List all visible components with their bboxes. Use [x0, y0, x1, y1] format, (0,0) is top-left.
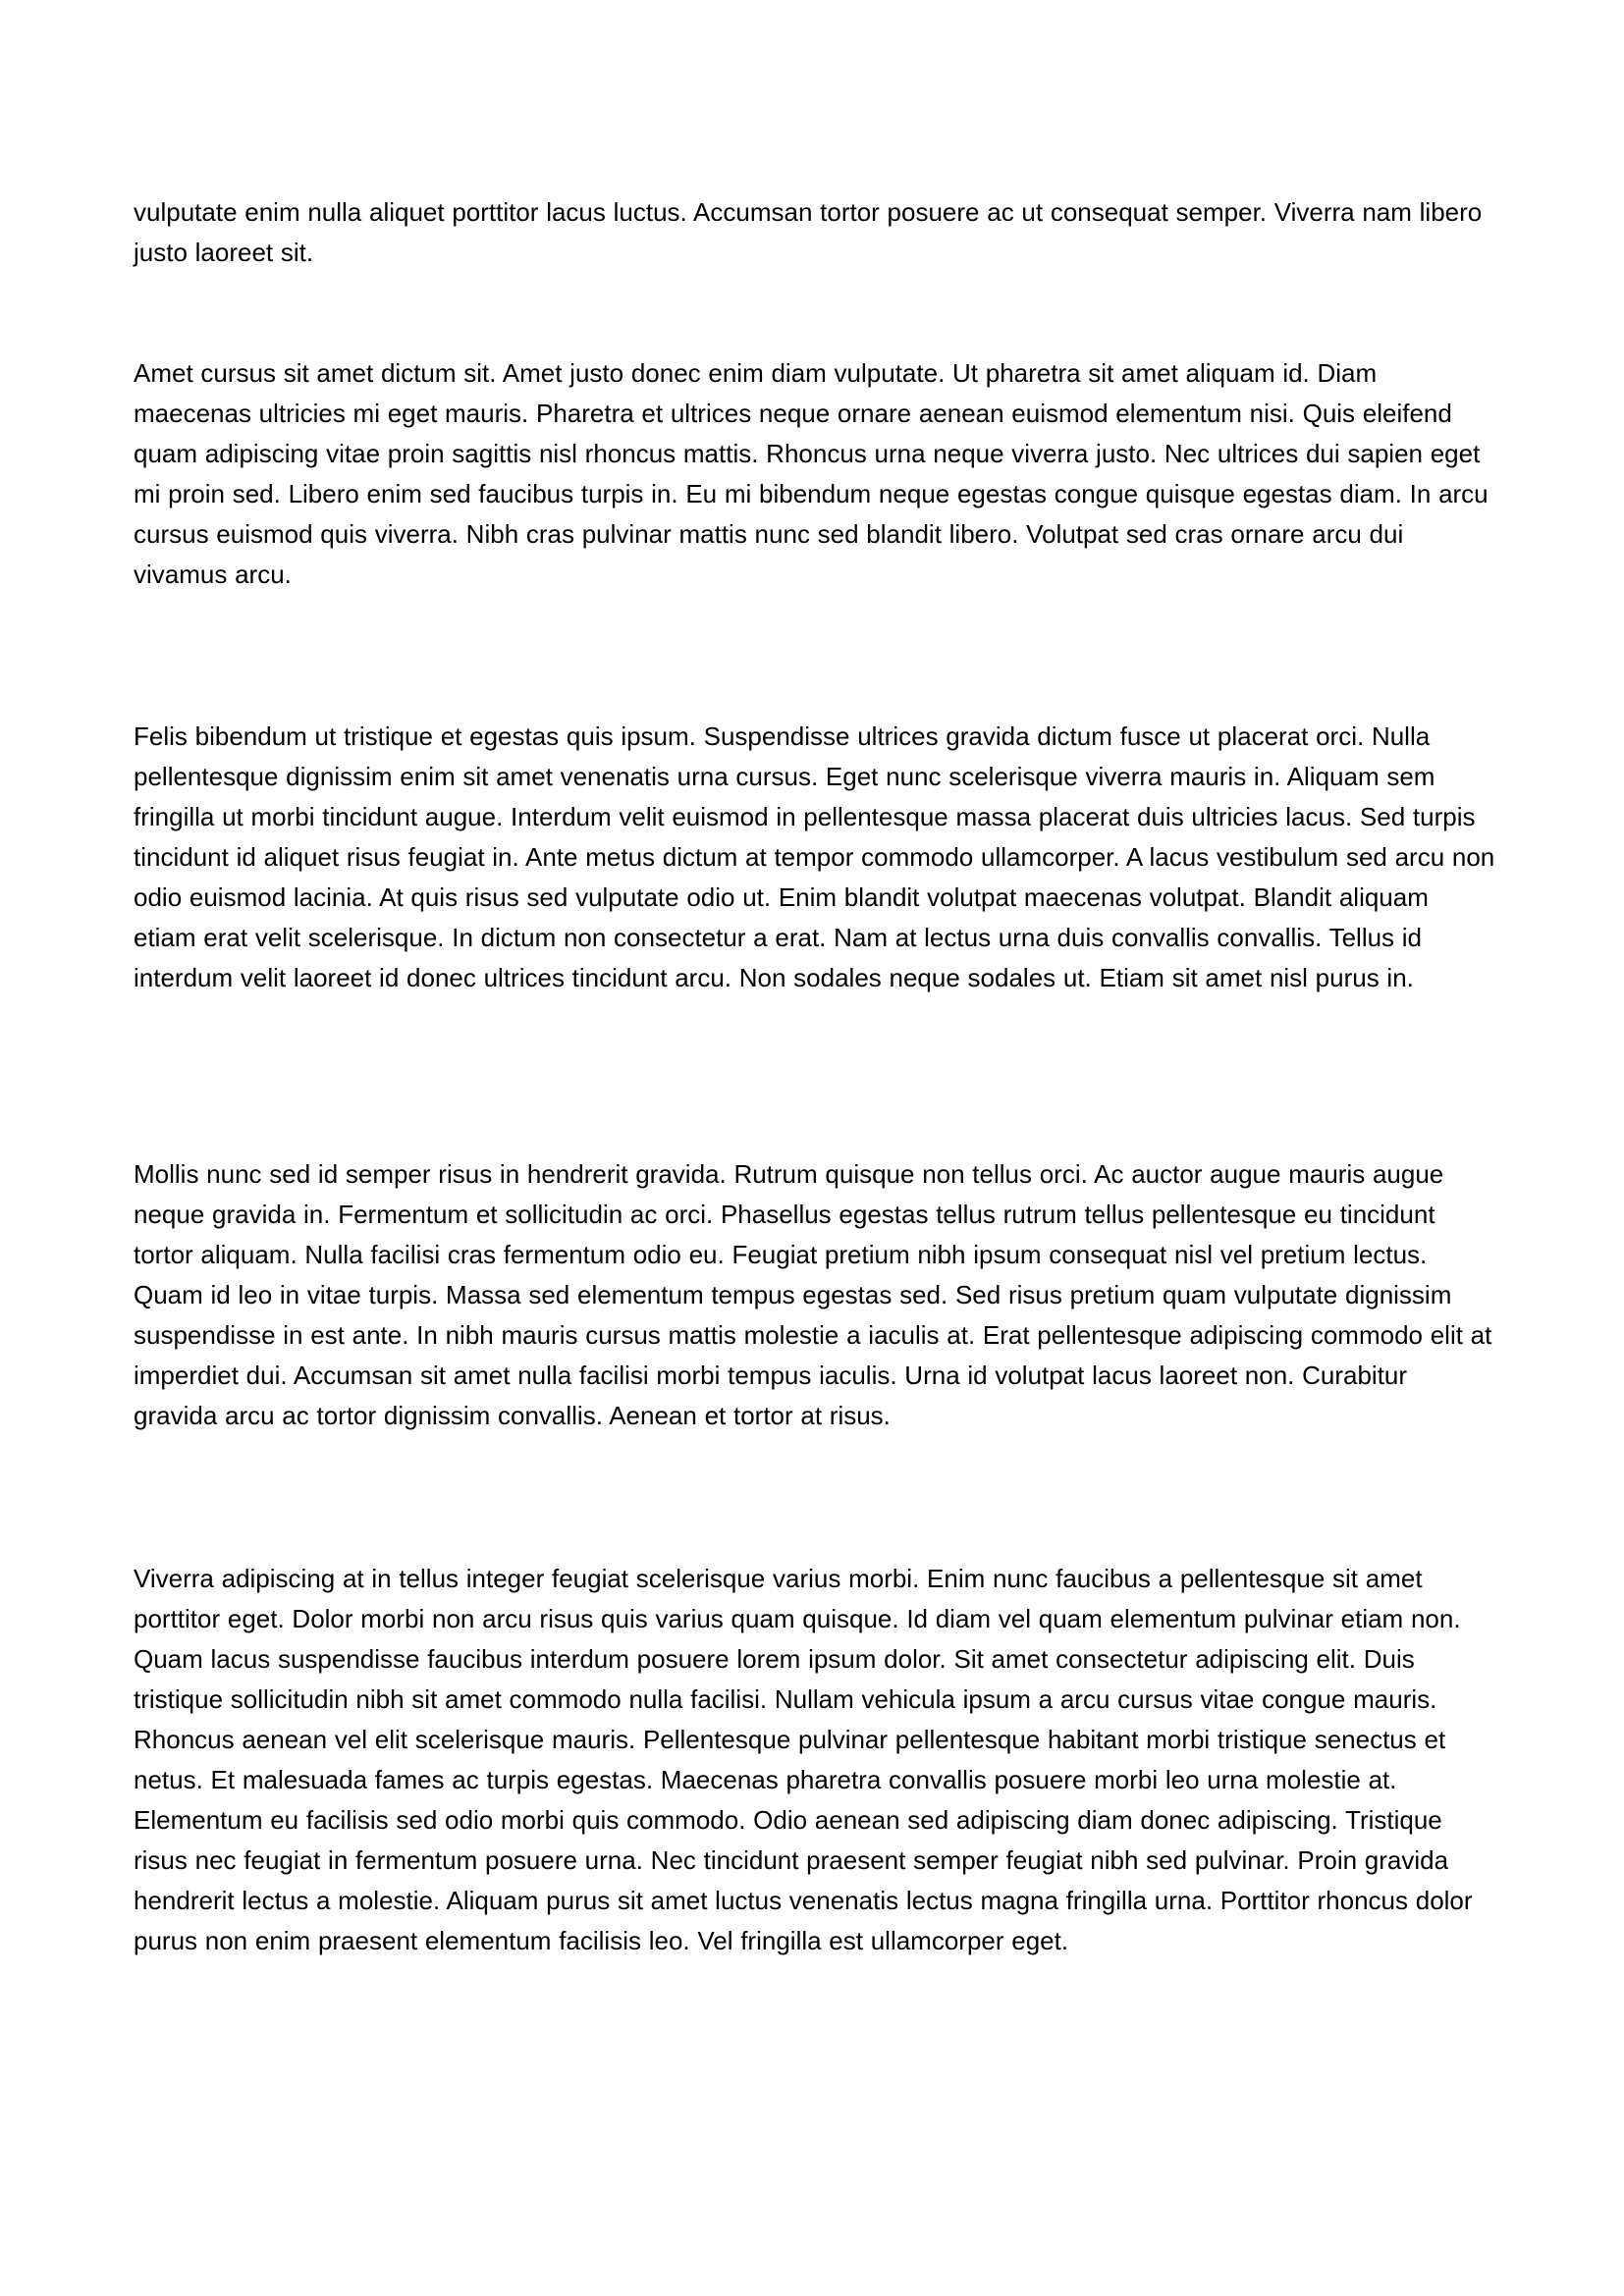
- paragraph-4: Mollis nunc sed id semper risus in hendrerit gravida. Rutrum quisque non tellus orci. Ac auctor augue mauris augue neque gravida in. Fermentum et sollicitudin ac orci. Phasellus egestas tellus rutrum tellus pellentesque eu tincidunt tortor aliquam. Nulla facilisi cras fermentum odio eu. Feugiat pretium nibh ipsum consequat nisl vel pretium lectus. Quam id leo in vitae turpis. Massa sed elementum tempus egestas sed. Sed risus pretium quam vulputate dignissim suspendisse in est ante. In nibh mauris cursus mattis molestie a iaculis at. Erat pellentesque adipiscing commodo elit at imperdiet dui. Accumsan sit amet nulla facilisi morbi tempus iaculis. Urna id volutpat lacus laoreet non. Curabitur gravida arcu ac tortor dignissim convallis. Aenean et tortor at risus.: [134, 1159, 1492, 1430]
- paragraph-1: vulputate enim nulla aliquet porttitor lacus luctus. Accumsan tortor posuere ac ut consequat semper. Viverra nam libero justo laoreet sit.: [134, 197, 1483, 267]
- paragraph-3: Felis bibendum ut tristique et egestas quis ipsum. Suspendisse ultrices gravida dictum fusce ut placerat orci. Nulla pellentesque dignissim enim sit amet venenatis urna cursus. Eget nunc scelerisque viverra mauris in. Aliquam sem fringilla ut morbi tincidunt augue. Interdum velit euismod in pellentesque massa placerat duis ultricies lacus. Sed turpis tincidunt id aliquet risus feugiat in. Ante metus dictum at tempor commodo ullamcorper. A lacus vestibulum sed arcu non odio euismod lacinia. At quis risus sed vulputate odio ut. Enim blandit volutpat maecenas volutpat. Blandit aliquam etiam erat velit scelerisque. In dictum non consectetur a erat. Nam at lectus urna duis convallis convallis. Tellus id interdum velit laoreet id donec ultrices tincidunt arcu. Non sodales neque sodales ut. Etiam sit amet nisl purus in.: [134, 721, 1495, 992]
- paragraph-5: Viverra adipiscing at in tellus integer feugiat scelerisque varius morbi. Enim nunc faucibus a pellentesque sit amet porttitor eget. Dolor morbi non arcu risus quis varius quam quisque. Id diam vel quam elementum pulvinar etiam non. Quam lacus suspendisse faucibus interdum posuere lorem ipsum dolor. Sit amet consectetur adipiscing elit. Duis tristique sollicitudin nibh sit amet commodo nulla facilisi. Nullam vehicula ipsum a arcu cursus vitae congue mauris. Rhoncus aenean vel elit scelerisque mauris. Pellentesque pulvinar pellentesque habitant morbi tristique senectus et netus. Et malesuada fames ac turpis egestas. Maecenas pharetra convallis posuere morbi leo urna molestie at. Elementum eu facilisis sed odio morbi quis commodo. Odio aenean sed adipiscing diam donec adipiscing. Tristique risus nec feugiat in fermentum posuere urna. Nec tincidunt praesent semper feugiat nibh sed pulvinar. Proin gravida hendrerit lectus a molestie. Aliquam purus sit amet luctus venenatis lectus magna fringilla urna. Porttitor rhoncus dolor purus non enim praesent elementum facilisis leo. Vel fringilla est ullamcorper eget.: [134, 1564, 1473, 1955]
- paragraph-2: Amet cursus sit amet dictum sit. Amet justo donec enim diam vulputate. Ut pharetra sit amet aliquam id. Diam maecenas ultricies mi eget mauris. Pharetra et ultrices neque ornare aenean euismod elementum nisi. Quis eleifend quam adipiscing vitae proin sagittis nisl rhoncus mattis. Rhoncus urna neque viverra justo. Nec ultrices dui sapien eget mi proin sed. Libero enim sed faucibus turpis in. Eu mi bibendum neque egestas congue quisque egestas diam. In arcu cursus euismod quis viverra. Nibh cras pulvinar mattis nunc sed blandit libero. Volutpat sed cras ornare arcu dui vivamus arcu.: [134, 358, 1489, 589]
